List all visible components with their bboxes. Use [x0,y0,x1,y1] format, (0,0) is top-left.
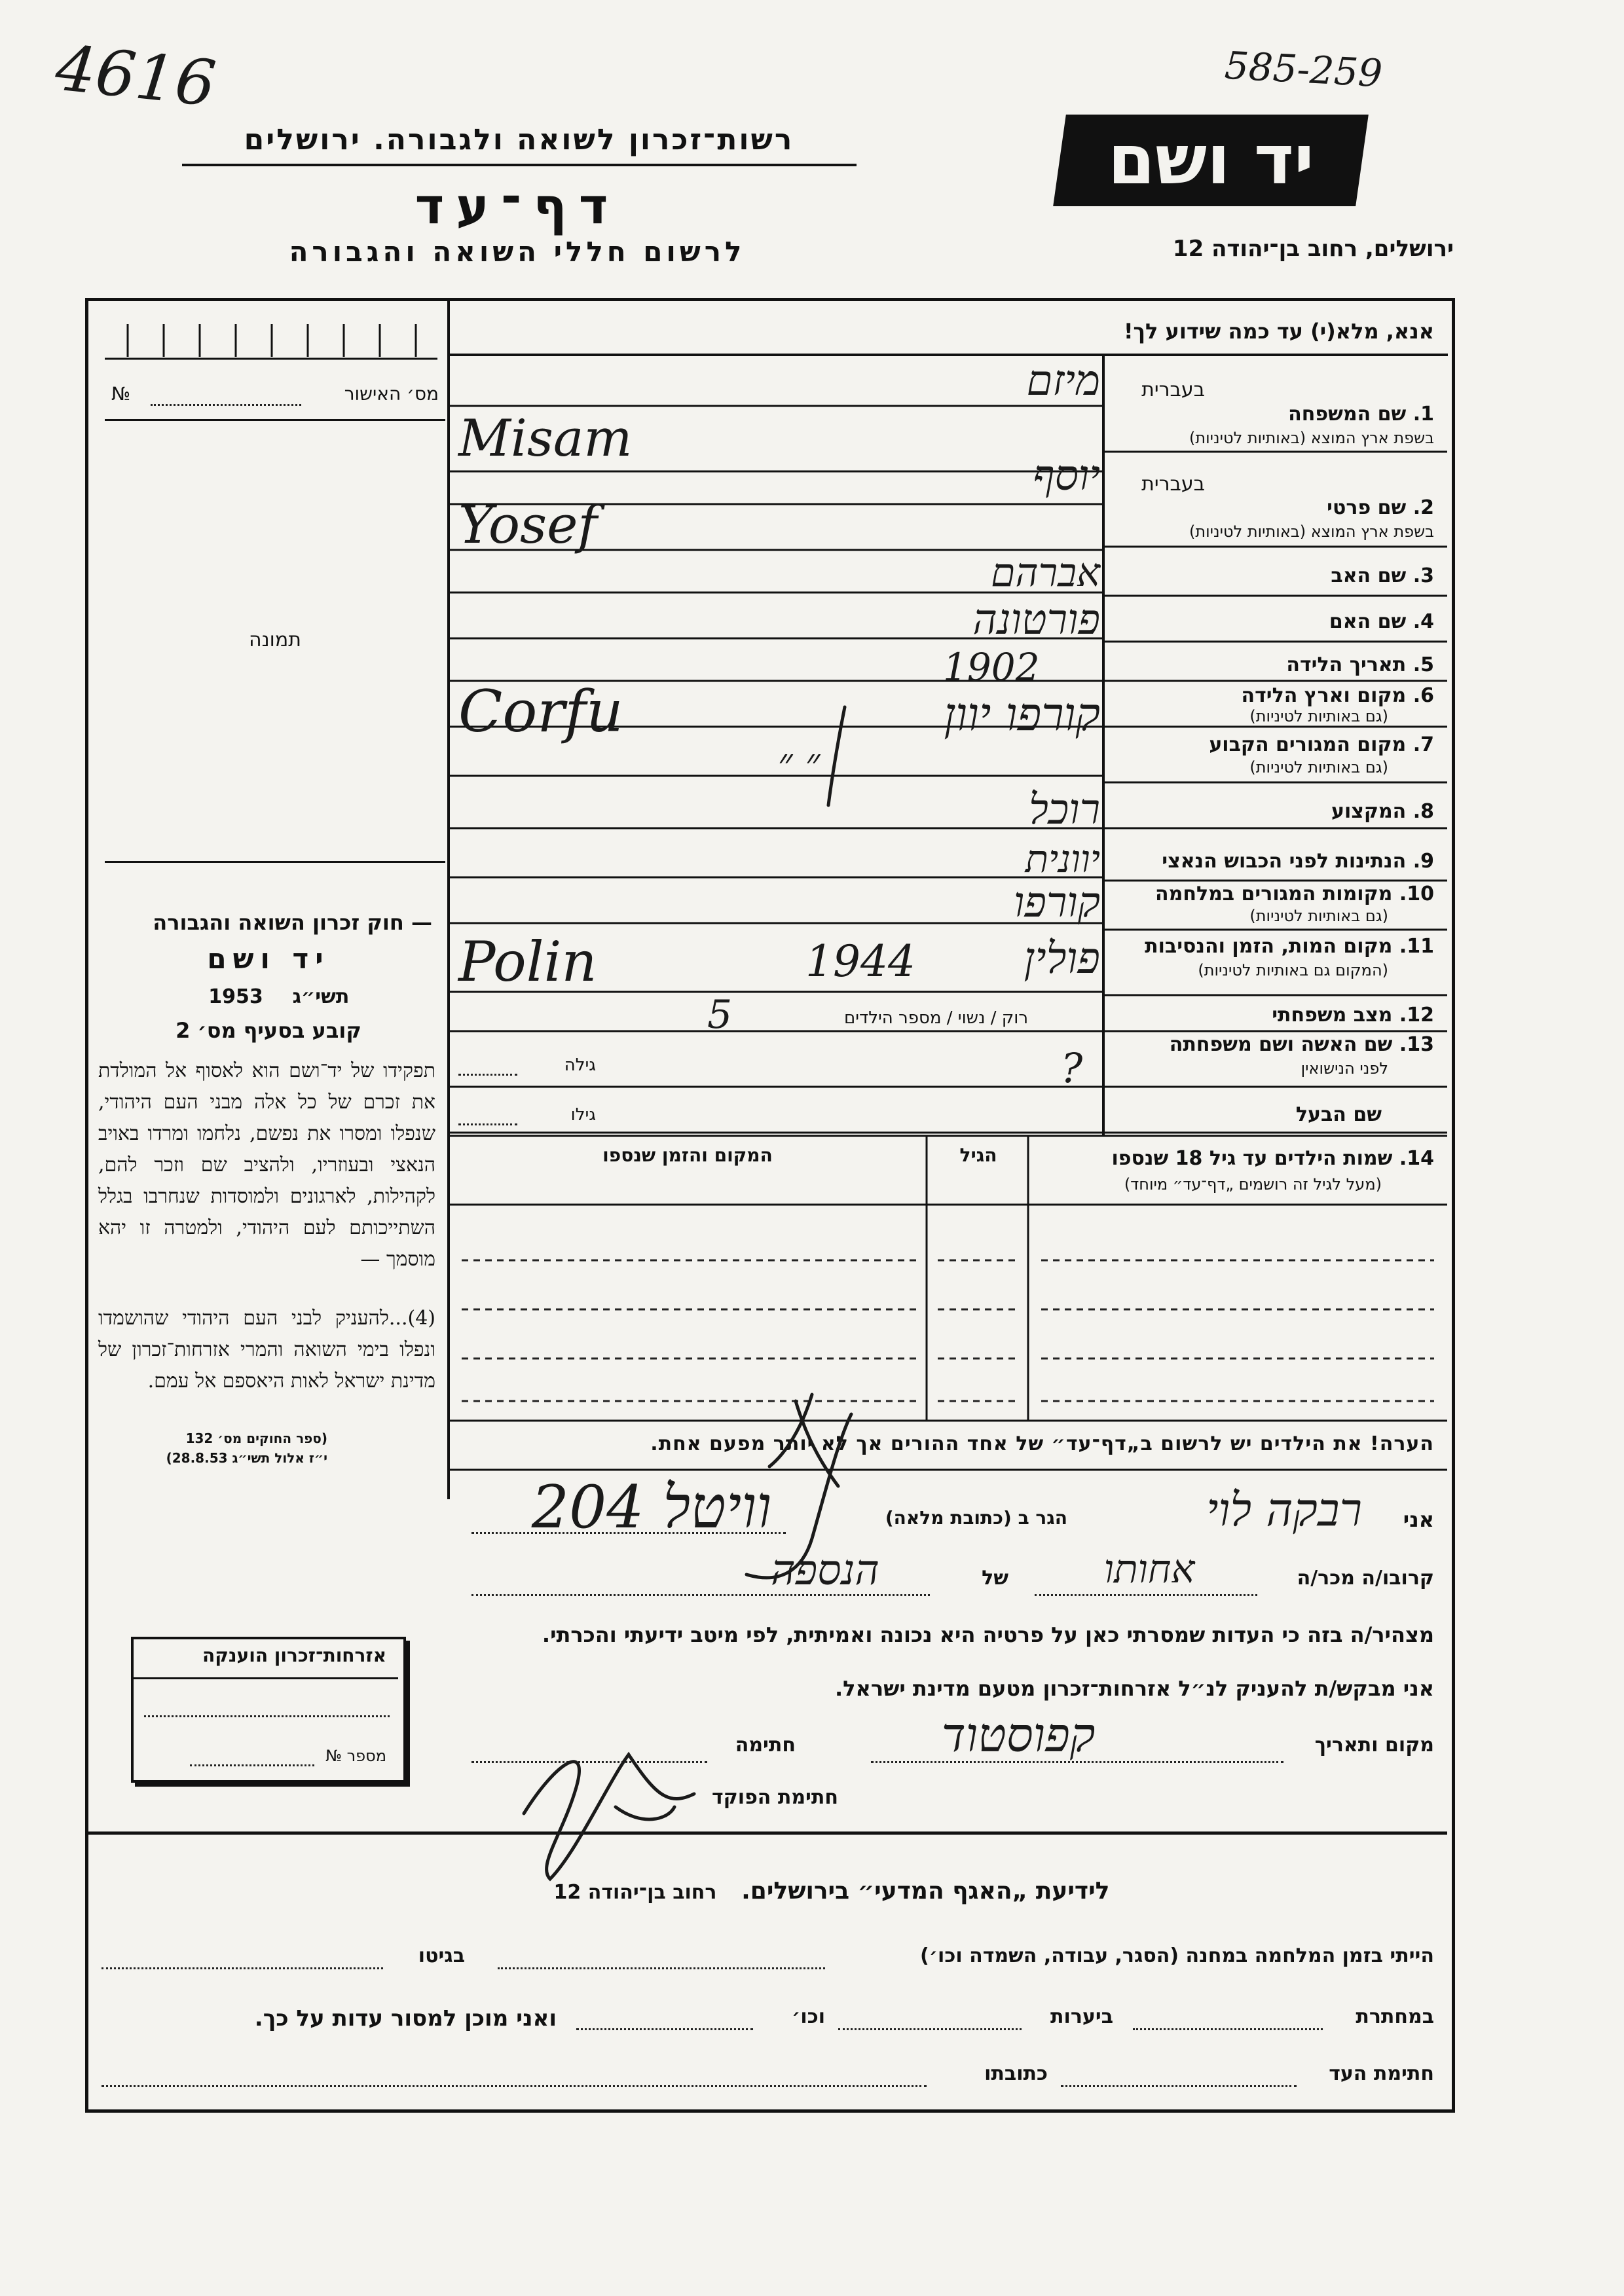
children-col-place: המקום והזמן שנספו [602,1144,773,1166]
witness-address-field[interactable] [101,2085,927,2087]
field-13-name: שם האשה ושם משפחתה [1169,1033,1393,1056]
citizenship-box-number: מספר № [325,1747,386,1765]
page-subtitle: לרשום חללי השואה והגבורה [289,236,746,268]
citizenship-box-title: אזרחות־זכרון הוענקה [202,1645,386,1666]
field-2-num: 2. [1412,496,1434,519]
field-3-num: 3. [1412,564,1434,587]
footer-forests: ביערות [1050,2005,1113,2028]
field-13-sub: לפני הנישואין [1301,1059,1388,1078]
footer-title-text: לידיעת „האגף המדעי״ בירושלים. [741,1878,1110,1904]
field-10-num: 10. [1399,883,1434,905]
law-section: קובע בסעיף מס׳ 2 [175,1018,361,1043]
organization-address: ירושלים, רחוב בן־יהודה 12 [1172,236,1454,262]
field-6-value-latin[interactable]: Corfu [458,678,623,745]
field-12-value[interactable]: 5 [707,992,733,1038]
field-9-value[interactable]: יוונית [1025,837,1100,881]
camp-field[interactable] [498,1967,825,1969]
field-2-value-hebrew[interactable]: יוסף [1033,452,1100,500]
field-11-value[interactable]: פולין [1024,933,1100,983]
relation-label: קרובו/ה מכר/ה [1297,1567,1434,1590]
witness-signature-field[interactable] [1061,2085,1297,2087]
handwritten-record-number: 585-259 [1223,43,1384,96]
husband-label: שם הבעל [1295,1103,1382,1126]
receipt-no-sign: № [111,383,131,405]
wife-age-label: גילה [564,1055,596,1075]
field-11-name: מקום המות, הזמן והנסיבות [1145,935,1393,958]
photo-label: תמונה [249,629,301,651]
field-1-value-latin[interactable]: Misam [458,409,633,468]
form-intro: אנא, מלא(י) עד כמה שידוע לך! [1123,319,1434,344]
field-7-name: מקום המגורים הקבוע [1209,733,1407,756]
field-1-value-hebrew[interactable]: מיזם [1026,357,1100,405]
field-3-name: שם האב [1331,564,1407,587]
declaration-text: מצהיר/ה בזה כי העדות שמסרתי כאן על פרטיה היא נכונה ואמיתית, לפי מיטב ידיעתי והכרתי. [542,1622,1434,1647]
ghetto-field[interactable] [101,1967,383,1969]
place-date-label: מקום ותאריך [1314,1734,1434,1757]
of-name[interactable]: הנספה [771,1546,879,1595]
law-reference: (ספר החוקים מס׳ 132 [185,1430,327,1446]
field-10-name: מקומות המגורים במלחמה [1155,883,1393,905]
footer-witness-signature: חתימת העד [1329,2062,1434,2085]
field-2-latin-note: בשפת ארץ המוצא (באותיות לטיניות) [1189,522,1434,541]
children-sub: (מעל לגיל זה רושמים „דף־עד״ מיוחד) [1124,1175,1382,1194]
marital-status-options[interactable]: רוק / נשוי / מספר הילדים [843,1008,1028,1028]
footer-address: רחוב בן־יהודה 12 [553,1881,717,1904]
vertical-slash [828,707,845,805]
field-1-name: שם המשפחה [1288,403,1407,426]
field-8-name: המקצוע [1331,800,1407,823]
footer-willing: ואני מוכן למסור עדות על כך. [254,2005,557,2032]
field-7-latin-note: (גם באותיות לטיניות) [1249,758,1388,776]
field-1-num: 1. [1412,403,1434,426]
logo-text: יד ושם [1107,120,1314,200]
field-2-value-latin[interactable]: Yosef [458,494,598,555]
field-1-latin-note: בשפת ארץ המוצא (באותיות לטיניות) [1189,429,1434,447]
page-title: דף־עד [415,177,620,235]
etc-field[interactable] [576,2028,753,2030]
officer-signature-label: חתימת הפוקד [712,1786,838,1809]
authority-line: רשות־זכרון לשואה ולגבורה. ירושלים [244,123,794,156]
children-num: 14. [1399,1147,1434,1170]
officer-signature-2 [616,1807,674,1819]
field-5-name: תאריך הלידה [1286,653,1407,676]
field-8-num: 8. [1412,800,1434,823]
form-note: הערה! את הילדים יש לרשום ב„דף־עד״ של אחד ההורים אך לא יותר מפעם אחת. [650,1432,1434,1455]
children-title: שמות הילדים עד גיל 18 שנספו [1111,1147,1393,1170]
law-title: — חוק זכרון השואה והגבורה [153,910,432,935]
in-hebrew-label-2: בעברית [1141,473,1205,496]
husband-age-label: גילו [570,1105,596,1125]
receipt-number-label: מס׳ האישור [344,383,439,405]
officer-signature [524,1755,694,1879]
footer-witness-address: כתובתו [984,2062,1048,2085]
declarant-i-label: אני [1403,1507,1434,1532]
footer-title [485,1878,1179,1904]
field-13-num: 13. [1399,1033,1434,1056]
footer-line-1: הייתי בזמן המלחמה במחנה (הסגר, עבודה, השמדה וכו׳) [920,1944,1434,1967]
field-8-value[interactable]: רוכל [1028,786,1100,834]
footer-etc: וכו׳ [792,2005,825,2028]
footer-ghetto: בגיטו [418,1944,465,1967]
of-label: של [982,1567,1008,1590]
field-5-num: 5. [1412,653,1434,676]
footer-underground: במחתרת [1356,2005,1434,2028]
field-11-num: 11. [1399,935,1434,958]
field-7-num: 7. [1412,733,1434,756]
field-2-name: שם פרטי [1327,496,1407,519]
law-text: תפקידו של יד־ושם הוא לאסוף אל המולדת את זכרם של כל אלה מבני העם היהודי, שנפלו ומסרו את נפשם, נלחמו ומרדו באויב הנאצי ובעוזריו, ולהציב שם וזכר להם, לקהילות, לארגונים ולמוסדות שנחרבו בגלל השתייכותם לעם היהודי, ולמטרה זו יהא מוסמך — [98,1059,435,1271]
place-date-value[interactable]: קפוסטוד [941,1707,1096,1762]
underground-field[interactable] [1133,2028,1323,2030]
law-year-hebrew: תשי״ג [292,985,350,1008]
law-name: יד ושם [207,943,330,975]
law-reference-date: י״ז אלול תשי״ג 28.8.53) [166,1450,327,1466]
relation-value[interactable]: אחותו [1103,1546,1195,1592]
field-7-value[interactable]: ״ ״ [777,740,821,786]
request-text: אני מבקש/ת להעניק לנ״ל אזרחות־זכרון מטעם מדינת ישראל. [835,1676,1434,1701]
address-loop [747,1414,851,1578]
field-6-num: 6. [1412,684,1434,707]
field-3-value[interactable]: אברהם [991,550,1100,596]
in-hebrew-label-1: בעברית [1141,378,1205,401]
field-12-num: 12. [1399,1004,1434,1027]
field-11-value-latin[interactable]: Polin [458,930,597,994]
field-10-value[interactable]: קורפו [1014,879,1100,927]
field-4-value[interactable]: פורטונה [972,596,1100,644]
field-5-value[interactable]: 1902 [943,645,1040,689]
signature-label: חתימה [735,1734,796,1757]
forests-field[interactable] [838,2028,1022,2030]
field-6-name: מקום וארץ הלידה [1241,684,1407,707]
field-9-name: הנתינות לפני הכבוש הנאצי [1162,850,1407,873]
declarant-name[interactable]: רבקה לוי [1206,1483,1362,1537]
children-col-age: הגיל [959,1144,997,1166]
declarant-address-label: הגר ב (כתובת מלאה) [885,1507,1067,1529]
field-4-name: שם האם [1329,610,1407,633]
field-12-name: מצב משפחתי [1272,1004,1393,1027]
field-11-value-year[interactable]: 1944 [805,936,915,987]
field-9-num: 9. [1412,850,1434,873]
law-year: 1953 [208,985,263,1008]
field-6-latin-note: (גם באותיות לטיניות) [1249,707,1388,725]
field-4-num: 4. [1412,610,1434,633]
field-10-latin-note: (גם באותיות לטיניות) [1249,907,1388,925]
field-13-value[interactable]: ? [1061,1044,1083,1092]
field-6-value[interactable]: קורפו יוון [944,687,1100,741]
handwritten-archive-number: 4616 [52,31,219,121]
field-11-note: (המקום גם באותיות לטיניות) [1198,961,1388,979]
declarant-address[interactable]: וויטל 204 [531,1473,772,1542]
law-text-continued: (4)...להעניק לבני העם היהודי שהושמדו ונפלו בימי השואה והמרי אזרחות־זכרון של מדינת ישראל לאות היאספם אל עמם. [98,1307,435,1393]
